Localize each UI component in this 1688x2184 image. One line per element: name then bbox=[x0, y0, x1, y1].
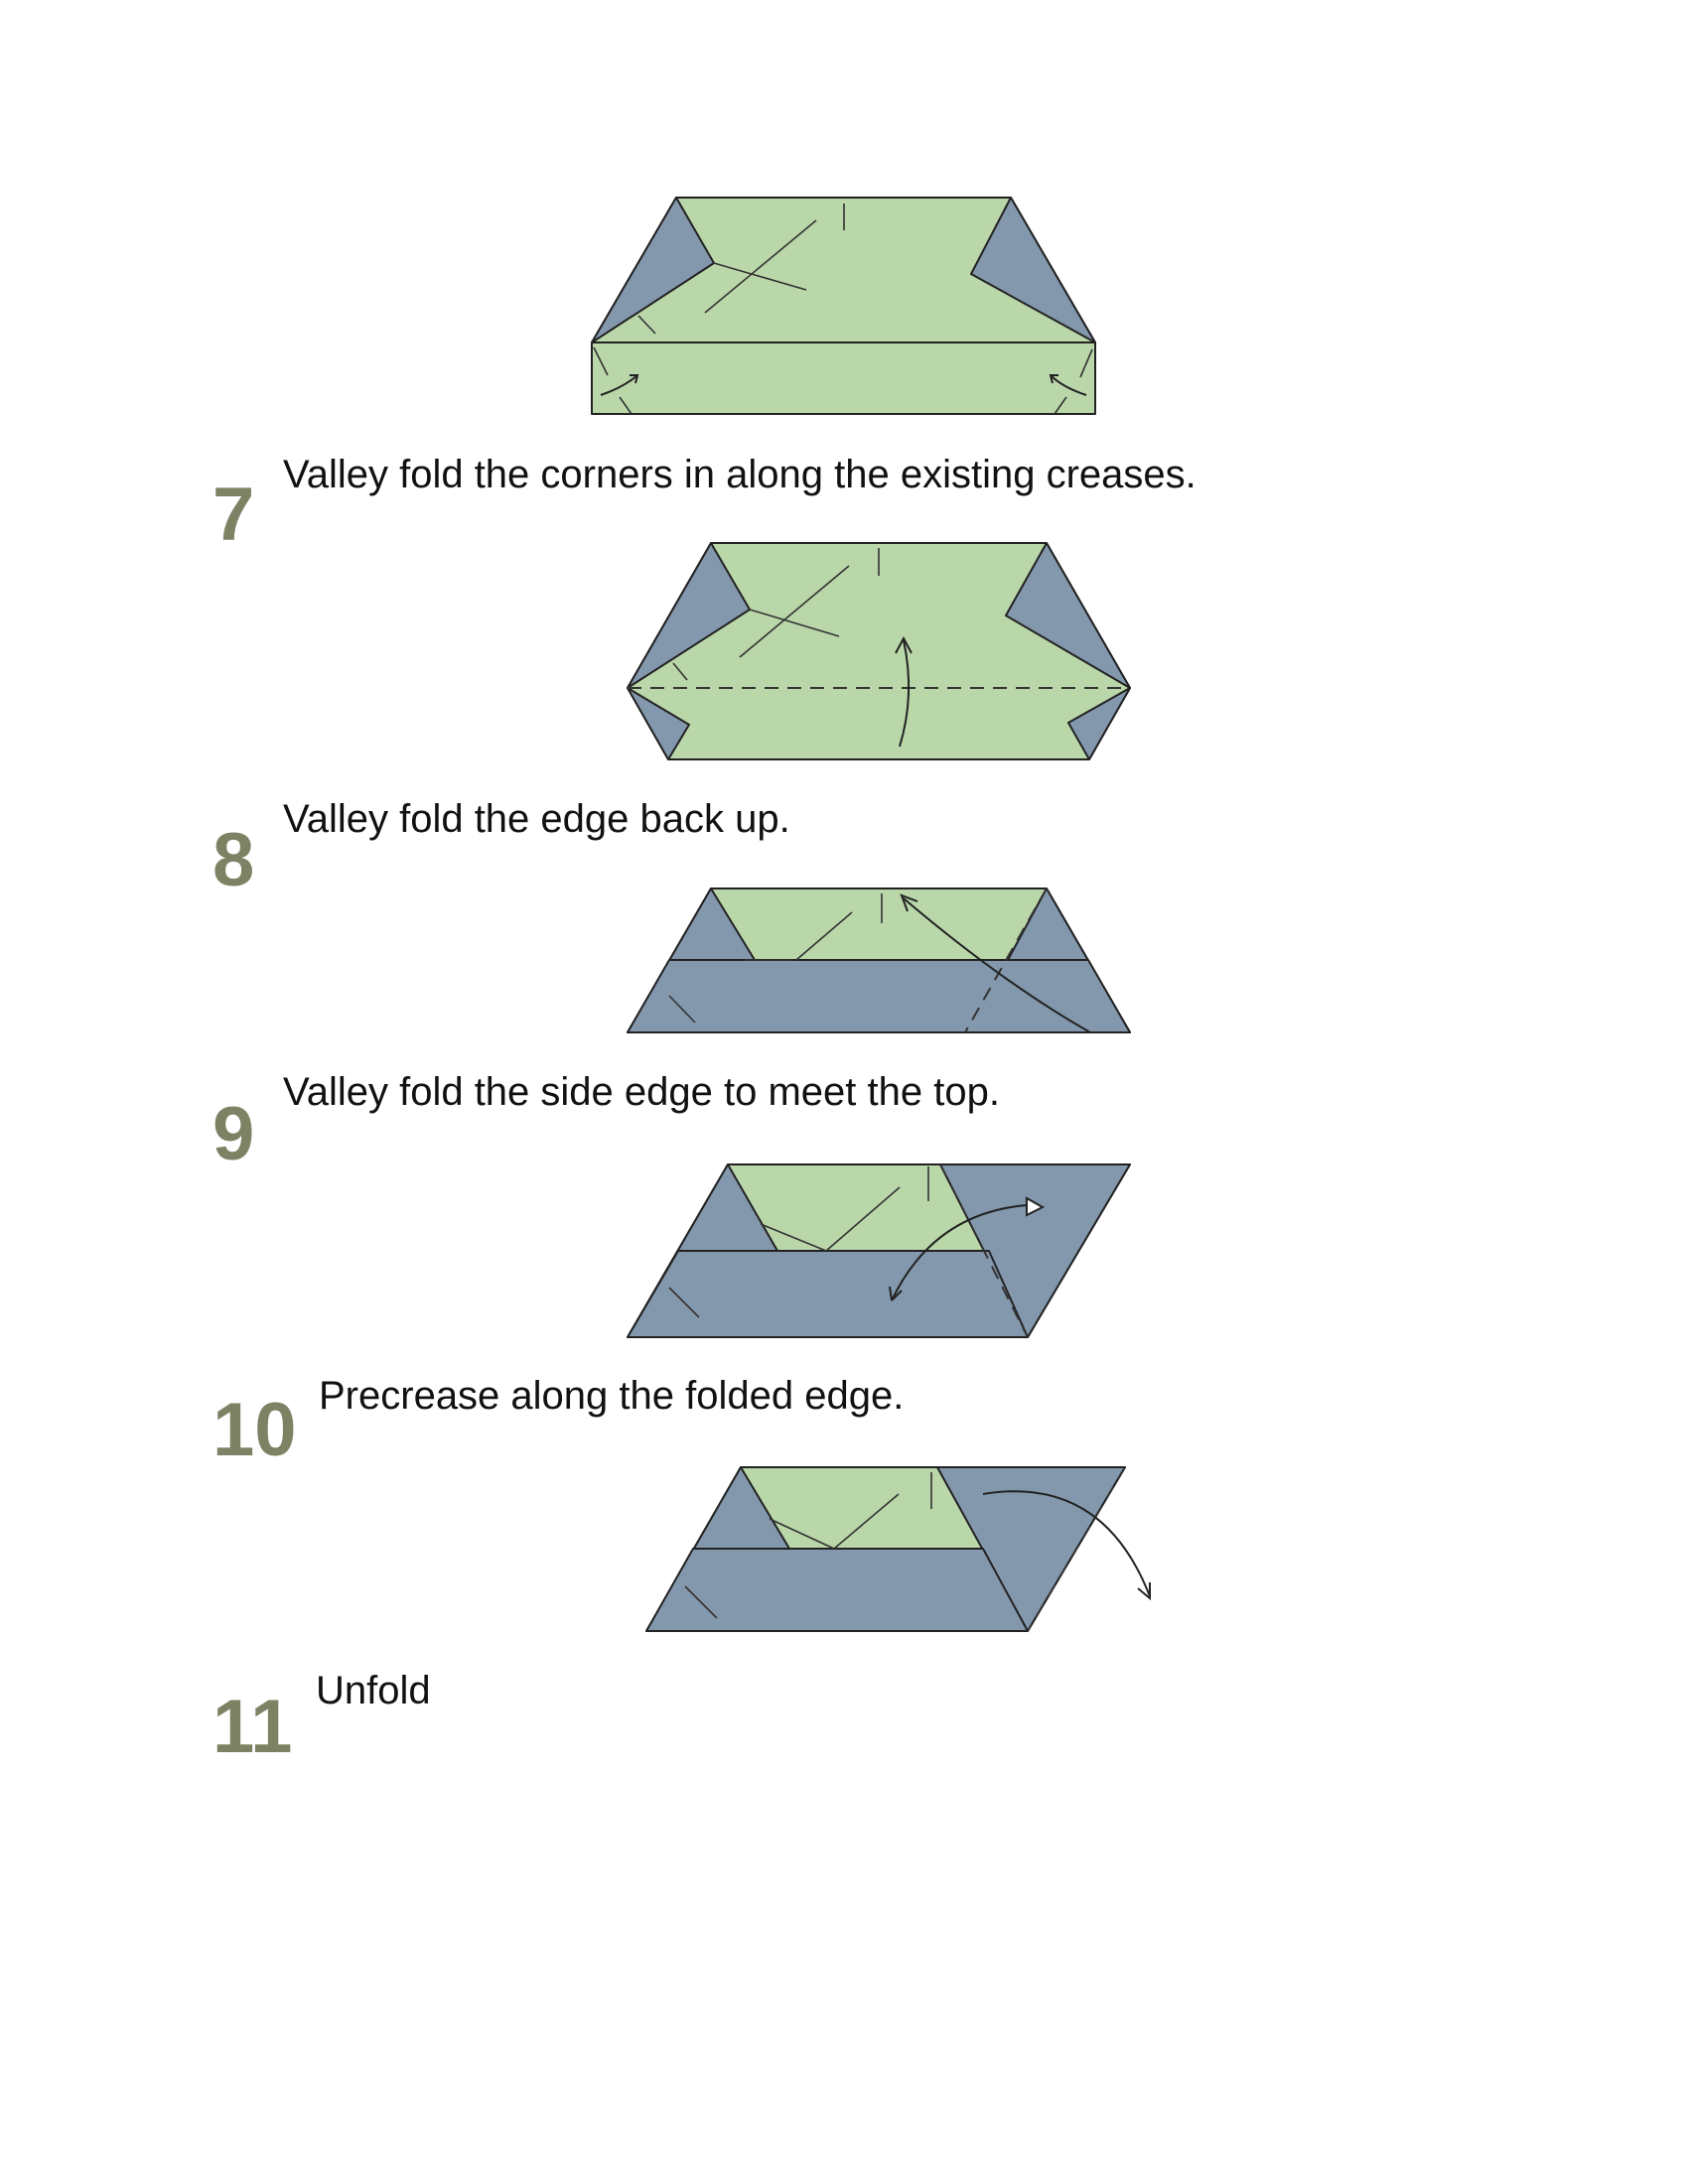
step-instruction: Unfold bbox=[316, 1669, 431, 1712]
step-number: 8 bbox=[212, 818, 255, 902]
step-number: 10 bbox=[212, 1388, 297, 1472]
step-instruction: Precrease along the folded edge. bbox=[319, 1374, 905, 1418]
step-instruction: Valley fold the edge back up. bbox=[283, 797, 790, 841]
step-number: 9 bbox=[212, 1092, 255, 1176]
step-number: 7 bbox=[212, 473, 255, 557]
step-instruction: Valley fold the side edge to meet the top. bbox=[283, 1070, 1000, 1114]
step-number: 11 bbox=[212, 1685, 293, 1769]
step-instruction: Valley fold the corners in along the existing creases. bbox=[283, 453, 1196, 496]
